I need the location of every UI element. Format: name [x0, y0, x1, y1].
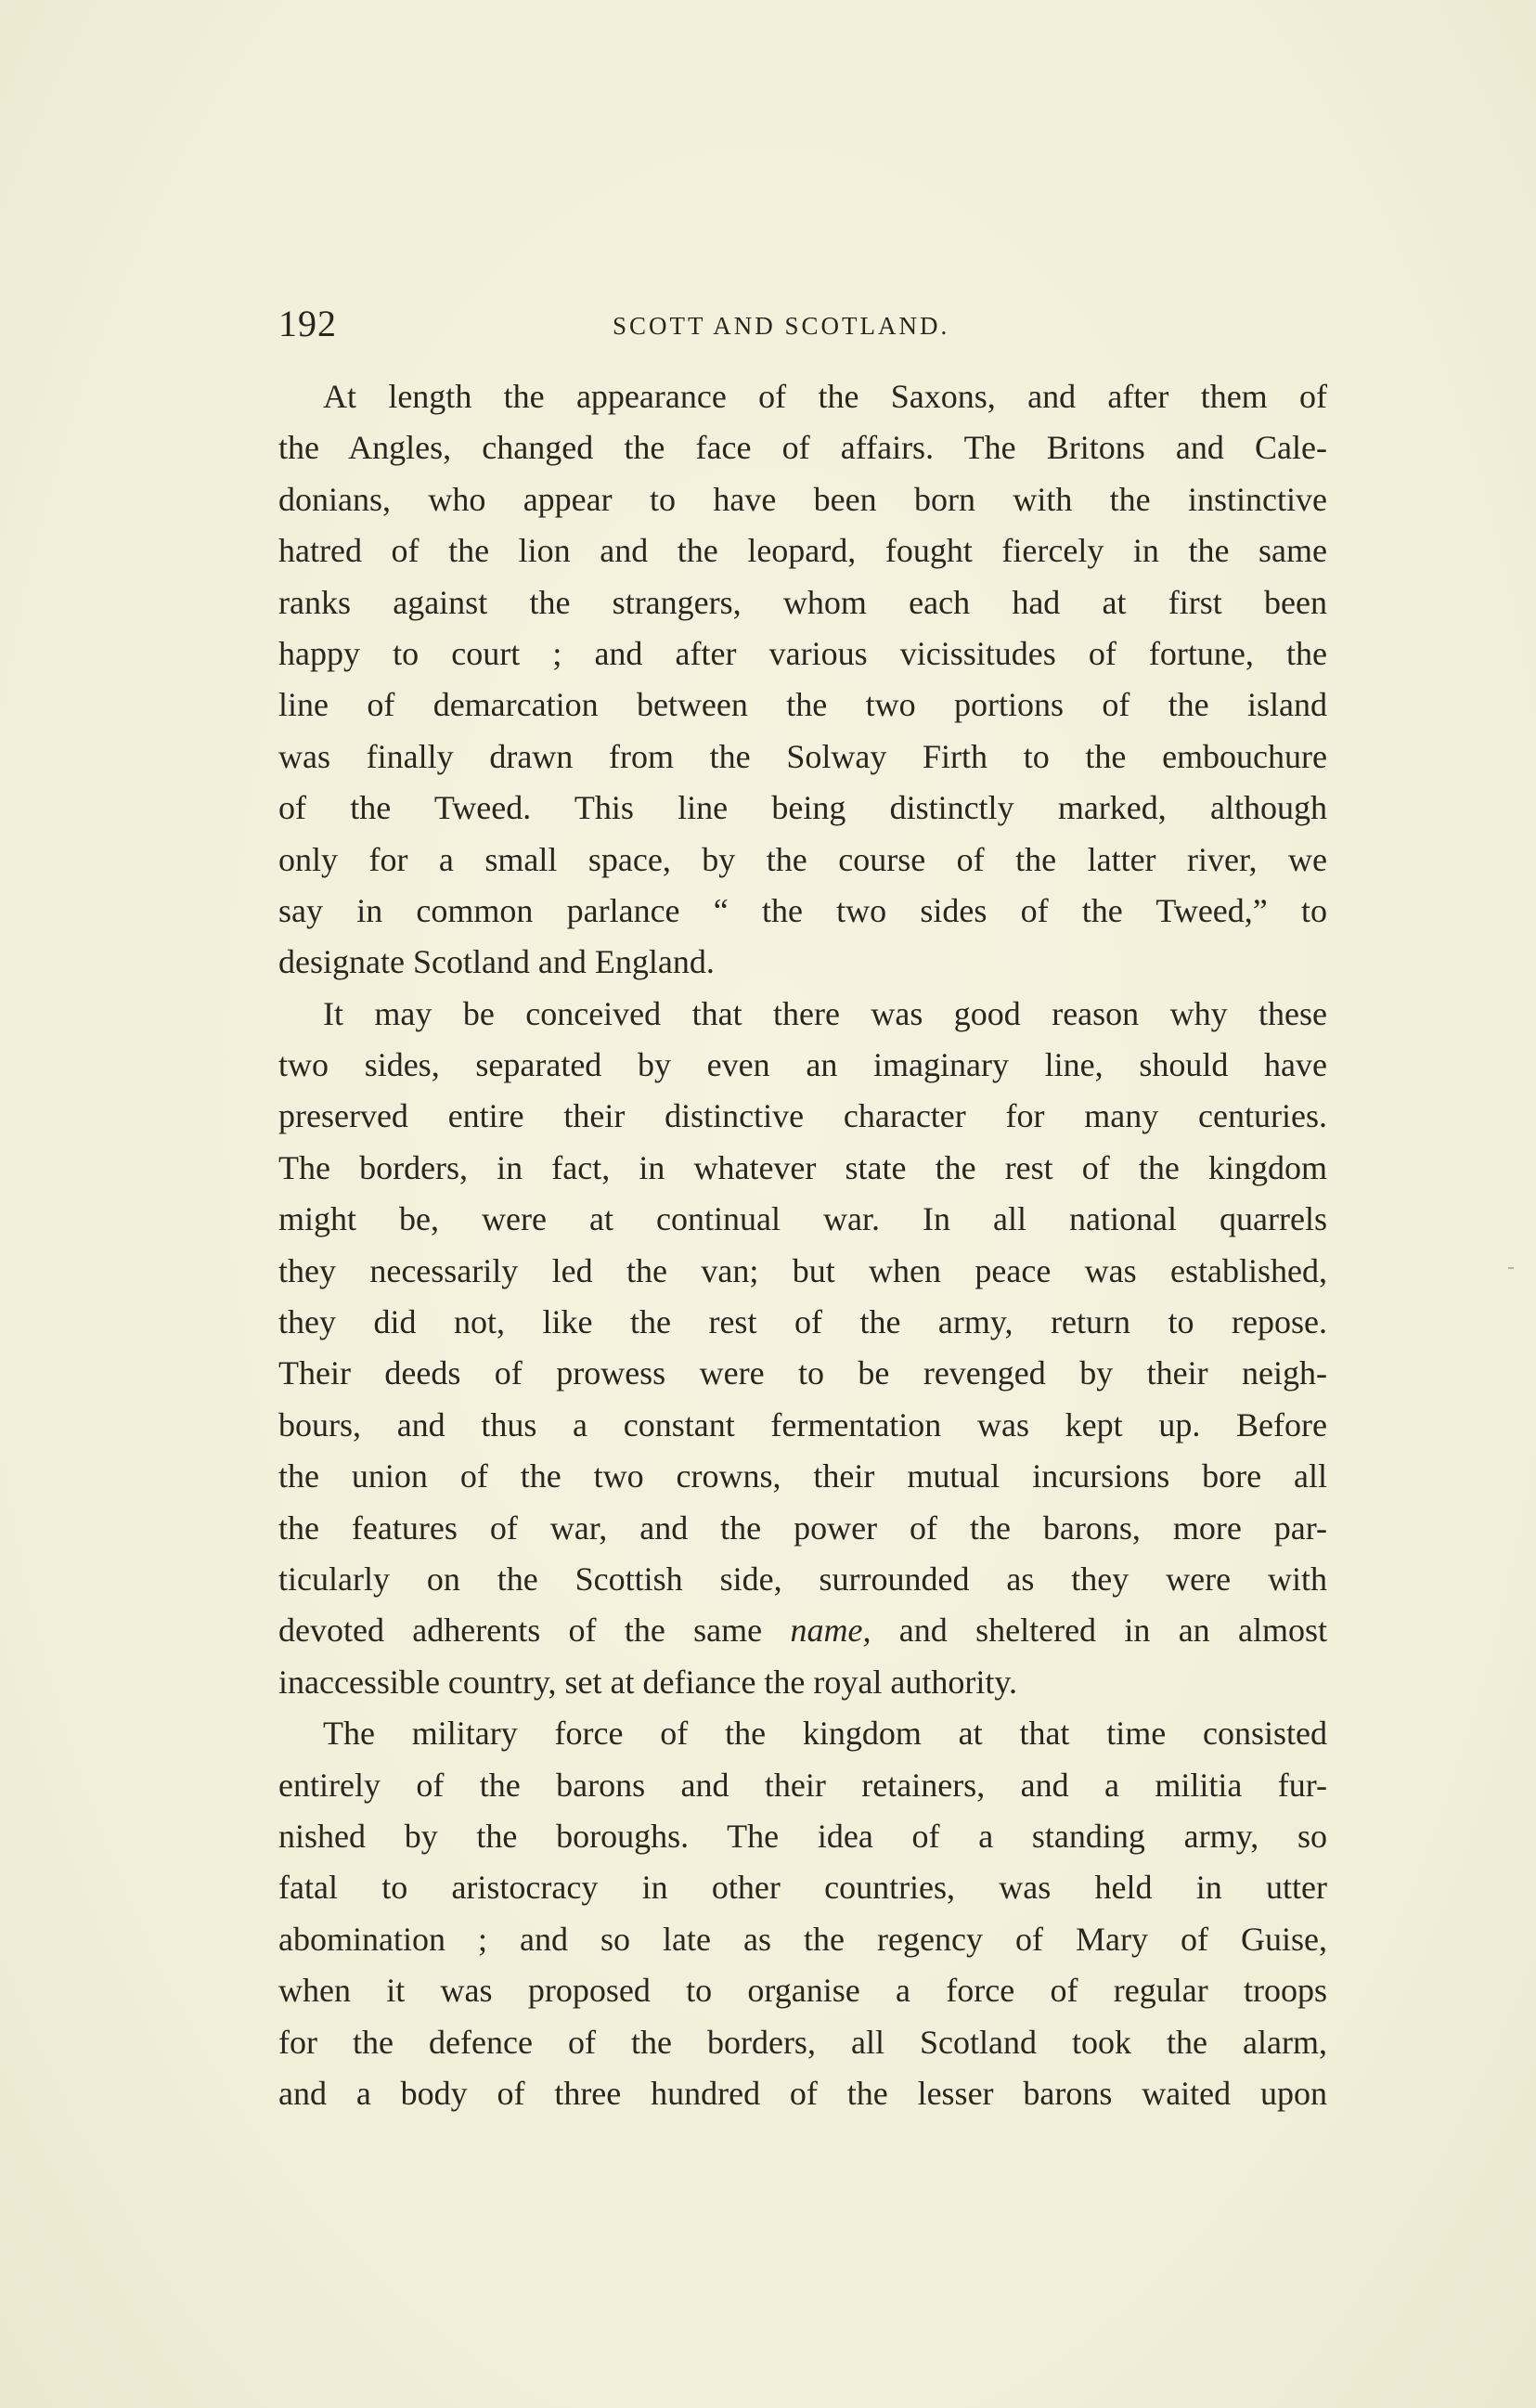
- text-line: donians, who appear to have been born with the instinctive: [278, 480, 1327, 518]
- text-line: only for a small space, by the course of the latter river, we: [278, 840, 1327, 878]
- running-head: SCOTT AND SCOTLAND.: [613, 312, 950, 340]
- text-line: entirely of the barons and their retainers, and a militia fur-: [278, 1766, 1327, 1804]
- text-line: and a body of three hundred of the lesser barons waited upon: [278, 2074, 1327, 2112]
- text-line: bours, and thus a constant fermentation was kept up. Before: [278, 1405, 1327, 1444]
- text-line-with-italic: [278, 1605, 1327, 1656]
- text-line: was finally drawn from the Solway Firth to the embouchure: [278, 737, 1327, 775]
- text-line: At length the appearance of the Saxons, and after them of: [323, 378, 1327, 415]
- text-line: ranks against the strangers, whom each had at first been: [278, 583, 1327, 621]
- text-line: fatal to aristocracy in other countries, was held in utter: [278, 1869, 1327, 1907]
- text-line: abomination ; and so late as the regency of Mary of Guise,: [278, 1920, 1327, 1958]
- text-line: when it was proposed to organise a force of regular troops: [278, 1972, 1327, 2010]
- text-line: they did not, like the rest of the army, return to repose.: [278, 1303, 1327, 1341]
- text-line: the features of war, and the power of the barons, more par-: [278, 1508, 1327, 1547]
- text-segment: devoted adherents of the same: [278, 1612, 791, 1650]
- text-line: nished by the boroughs. The idea of a standing army, so: [278, 1817, 1327, 1855]
- text-line: they necessarily led the van; but when peace was established,: [278, 1251, 1327, 1289]
- text-line: say in common parlance “ the two sides of the Tweed,” to: [278, 891, 1327, 929]
- text-line: happy to court ; and after various vicissitudes of fortune, the: [278, 634, 1327, 672]
- text-line: hatred of the lion and the leopard, fought fiercely in the same: [278, 532, 1327, 570]
- text-line: It may be conceived that there was good reason why these: [323, 994, 1327, 1032]
- page-number: 192: [278, 303, 337, 344]
- text-line: designate Scotland and England.: [278, 943, 715, 981]
- text-line: ticularly on the Scottish side, surrounded as they were with: [278, 1560, 1327, 1598]
- text-line: of the Tweed. This line being distinctly marked, although: [278, 789, 1327, 827]
- text-line: The military force of the kingdom at that time consisted: [323, 1715, 1327, 1753]
- text-line: line of demarcation between the two portions of the island: [278, 686, 1327, 724]
- body-text: [278, 371, 1327, 2119]
- text-line: Their deeds of prowess were to be revenged by their neigh-: [278, 1354, 1327, 1392]
- text-line: for the defence of the borders, all Scotland took the alarm,: [278, 2023, 1327, 2061]
- text-line: the Angles, changed the face of affairs. The Britons and Cale-: [278, 429, 1327, 467]
- text-line: inaccessible country, set at defiance the royal authority.: [278, 1663, 1018, 1701]
- text-segment: and sheltered in an almost: [871, 1612, 1327, 1650]
- text-line: preserved entire their distinctive character for many centuries.: [278, 1097, 1327, 1135]
- italic-word: name,: [790, 1612, 871, 1650]
- text-line: the union of the two crowns, their mutual incursions bore all: [278, 1457, 1327, 1495]
- text-line: The borders, in fact, in whatever state the rest of the kingdom: [278, 1148, 1327, 1186]
- page-header: [278, 302, 1327, 348]
- text-line: two sides, separated by even an imaginary line, should have: [278, 1046, 1327, 1084]
- text-line: might be, were at continual war. In all national quarrels: [278, 1200, 1327, 1238]
- paper-speck: [1508, 1267, 1514, 1269]
